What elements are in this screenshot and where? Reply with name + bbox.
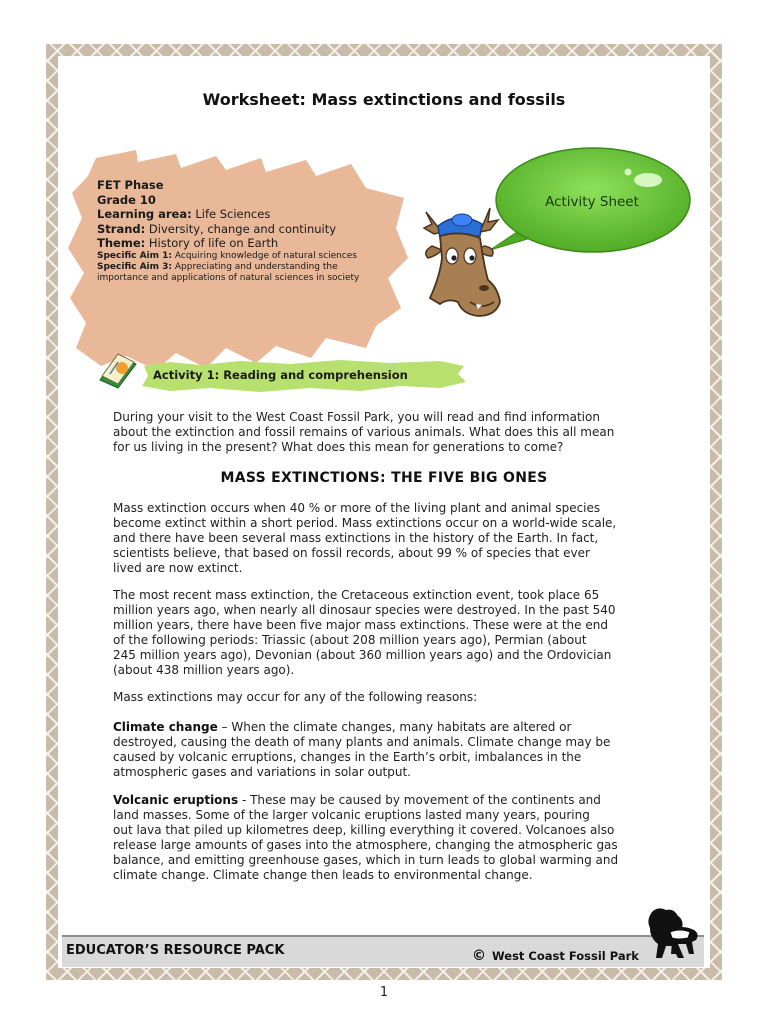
paragraph-line: balance, and emitting greenhouse gases, which in turn leads to global warming and [113,853,619,867]
paragraph-line: out lava that piled up kilometres deep, killing everything it covered. Volcanoes also [113,823,615,837]
paragraph-line: scientists believe, that based on fossil records, about 99 % of species that ever [113,546,590,560]
paragraph-line: caused by volcanic erruptions, changes in the Earth’s orbit, imbalances in the [113,750,582,764]
intro-line: for us living in the present? What does this mean for generations to come? [113,440,564,454]
paragraph-line: atmospheric gases and variations in solar output. [113,765,411,779]
intro-paragraph [113,410,661,455]
intro-line: During your visit to the West Coast Fossil Park, you will read and find information [113,410,600,424]
activity-title: Activity 1: Reading and comprehension [153,368,408,382]
paragraph-line: destroyed, causing the death of many plants and animals. Climate change may be [113,735,611,749]
theme-value: History of life on Earth [145,236,279,250]
paragraph-line: of the following periods: Triassic (about 208 million years ago), Permian (about [113,633,587,647]
copyright-symbol: © [472,948,486,964]
paragraph-line: release large amounts of gases into the atmosphere, changing the atmospheric gas [113,838,618,852]
climate-change-term: Climate change [113,720,218,734]
theme-label: Theme: [97,236,146,250]
history-paragraph [113,588,661,678]
footer-organisation: West Coast Fossil Park [492,949,639,963]
activity-sheet-label: Activity Sheet [545,194,639,210]
aim3-value-continued: importance and applications of natural sciences in society [97,272,360,283]
aim3-label: Specific Aim 3: [97,261,173,272]
footer-pack-title: EDUCATOR’S RESOURCE PACK [66,943,285,958]
paragraph-line: 245 million years ago), Devonian (about 360 million years ago) and the Ordovician [113,648,612,662]
paragraph-line: become extinct within a short period. Mass extinctions occur on a world-wide scale, [113,516,617,530]
paragraph-line: climate change. Climate change then leads to environmental change. [113,868,533,882]
aim1-label: Specific Aim 1: [97,250,173,261]
learning-area-label: Learning area: [97,207,192,221]
paragraph-line: (about 438 million years ago). [113,663,295,677]
aim1-value: Acquiring knowledge of natural sciences [172,250,357,261]
strand-value: Diversity, change and continuity [145,221,337,236]
definition-paragraph [113,501,661,576]
volcanic-eruptions-term: Volcanic eruptions [113,793,239,807]
paragraph-line: Mass extinction occurs when 40 % or more of the living plant and animal species [113,501,601,515]
paragraph-line: million years, there have been five major mass extinctions. These were at the end [113,618,608,632]
learning-area-value: Life Sciences [191,207,271,221]
paragraph-line: and there have been several mass extinctions in the history of the Earth. In fact, [113,531,599,545]
moose-mascot-icon [418,206,513,321]
book-icon [96,350,140,390]
paragraph-line: - These may be caused by movement of the continents and [238,793,601,807]
intro-line: about the extinction and fossil remains of various animals. What does this all mean [113,425,615,439]
worksheet-info [97,178,417,284]
climate-change-paragraph [113,720,661,780]
phase-text: FET Phase [97,178,164,192]
paragraph-line: lived are now extinct. [113,561,243,575]
paragraph-line: million years ago, when nearly all dinosaur species were destroyed. In the past 540 [113,603,616,617]
volcanic-eruptions-paragraph [113,793,661,883]
fossil-animals-logo-icon [640,904,702,962]
page-title: Worksheet: Mass extinctions and fossils [202,90,566,109]
footer-copyright [472,948,639,964]
section-heading: MASS EXTINCTIONS: THE FIVE BIG ONES [220,470,548,486]
strand-label: Strand: [97,221,146,236]
grade-text: Grade 10 [97,192,156,207]
paragraph-line: land masses. Some of the larger volcanic eruptions lasted many years, pouring [113,808,590,822]
aim3-value: Appreciating and understanding the [172,261,338,272]
paragraph-line: The most recent mass extinction, the Cretaceous extinction event, took place 65 [113,588,600,602]
paragraph-line: – When the climate changes, many habitats are altered or [217,720,572,734]
reasons-intro: Mass extinctions may occur for any of the following reasons: [113,690,478,704]
page-number: 1 [379,985,389,1000]
